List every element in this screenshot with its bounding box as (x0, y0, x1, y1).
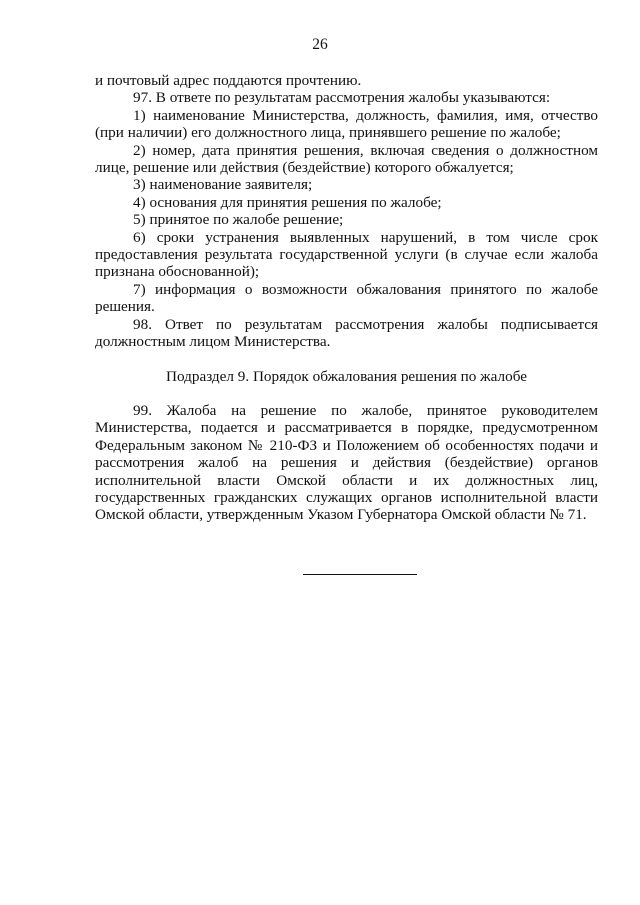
list-item-6: 6) сроки устранения выявленных нарушений, в том числе срок предоставления результата государственной услуги (в случае если жалоба признана обоснованной); (95, 228, 598, 281)
paragraph-continuation: и почтовый адрес поддаются прочтению. (95, 72, 362, 89)
document-body (95, 72, 598, 524)
page-number: 26 (312, 36, 328, 53)
paragraph-97: 97. В ответе по результатам рассмотрения жалобы указываются: (133, 89, 551, 107)
list-item-3: 3) наименование заявителя; (133, 176, 313, 194)
list-item-5: 5) принятое по жалобе решение; (133, 211, 344, 229)
list-item-4: 4) основания для принятия решения по жалобе; (133, 193, 442, 211)
end-divider (303, 574, 417, 575)
list-item-1: 1) наименование Министерства, должность, фамилия, имя, отчество (при наличии) его должностного лица, принявшего решение по жалобе; (95, 106, 598, 142)
paragraph-98: 98. Ответ по результатам рассмотрения жалобы подписывается должностным лицом Министерства. (95, 315, 598, 351)
subsection-title: Подраздел 9. Порядок обжалования решения по жалобе (166, 367, 527, 385)
list-item-7: 7) информация о возможности обжалования принятого по жалобе решения. (95, 280, 598, 316)
paragraph-99: 99. Жалоба на решение по жалобе, принятое руководителем Министерства, подается и рассматривается в порядке, предусмотренном Федеральным законом № 210-ФЗ и Положением об особенностях подачи и рассмотрения жалоб на решения и действия (бездействие) органов исполнительной власти Омской области и их должностных лиц, государственных гражданских служащих органов исполнительной власти Омской области, утвержденным Указом Губернатора Омской области № 71. (95, 401, 598, 524)
list-item-2: 2) номер, дата принятия решения, включая сведения о должностном лице, решение или действия (бездействие) которого обжалуется; (95, 141, 598, 177)
